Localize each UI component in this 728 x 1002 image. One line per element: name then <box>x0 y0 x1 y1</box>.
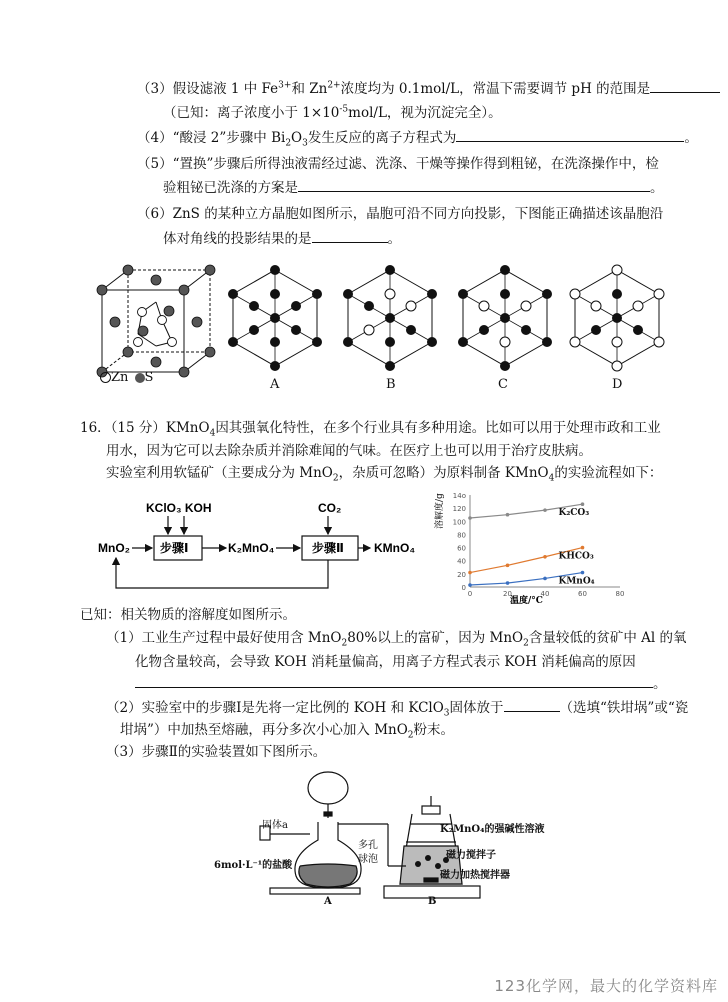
flow-reagents1: KClO₃ KOH <box>146 501 212 515</box>
sub3-line: （3）步骤Ⅱ的实验装置如下图所示。 <box>106 744 327 760</box>
s-circle-icon <box>135 373 145 383</box>
q16-line2: 用水，因为它可以去除杂质并消除难闻的气味。在医疗上也可以用于治疗皮肤病。 <box>106 443 592 459</box>
label-bubble1: 多孔 <box>358 840 378 851</box>
answer-blank-q6[interactable] <box>312 230 388 243</box>
y-tick-label: 80 <box>457 531 466 540</box>
q6-line1: （6）ZnS 的某种立方晶胞如图所示，晶胞可沿不同方向投影，下图能正确描述该晶胞沿 <box>137 206 664 222</box>
data-point <box>543 508 547 512</box>
series-label: K₂CO₃ <box>558 508 590 519</box>
label-solution: K₂MnO₄的强碱性溶液 <box>440 824 545 835</box>
data-point <box>468 516 472 520</box>
option-a-label[interactable]: A <box>270 377 280 392</box>
data-point <box>581 546 585 550</box>
sub2-line2: 坩埚”）中加热至熔融，再分多次小心加入 MnO$_2$粉末。 <box>120 722 455 741</box>
label-stirbar: 磁力搅拌子 <box>446 850 496 861</box>
x-tick-label: 80 <box>615 590 625 598</box>
answer-blank-q3[interactable] <box>650 80 720 93</box>
label-heater: 磁力加热搅拌器 <box>440 870 510 881</box>
label-hcl: 6mol·L⁻¹的盐酸 <box>214 860 293 871</box>
x-axis-label: 温度/°C <box>510 596 543 606</box>
q5-line1: （5）“置换”步骤后所得浊液需经过滤、洗涤、干燥等操作得到粗铋，在洗涤操作中，检 <box>137 156 659 172</box>
option-c-label[interactable]: C <box>498 377 508 392</box>
y-tick-label: 40 <box>457 557 466 566</box>
label-b: B <box>428 896 437 907</box>
data-point <box>581 502 585 506</box>
answer-blank-q5[interactable] <box>298 179 650 192</box>
y-tick-label: 0 <box>461 584 466 592</box>
answer-blank-q4[interactable] <box>456 129 684 142</box>
flow-mid: K₂MnO₄ <box>228 541 275 555</box>
sub1-line3: 。 <box>135 675 667 693</box>
data-point <box>506 513 510 517</box>
y-tick-label: 60 <box>457 544 466 553</box>
answer-blank-sub2[interactable] <box>504 699 560 712</box>
option-c-figure <box>458 265 552 371</box>
watermark: 123化学网，最大的化学资料库 <box>494 977 718 995</box>
data-point <box>581 571 585 575</box>
y-tick-label: 120 <box>452 505 466 514</box>
data-point <box>468 571 472 575</box>
flow-step1: 步骤Ⅰ <box>160 541 189 555</box>
option-d-figure <box>570 265 664 371</box>
y-axis-label: 溶解度/g <box>435 493 445 529</box>
x-tick-label: 60 <box>578 590 587 598</box>
q4-line: （4）“酸浸 2”步骤中 $Bi_2O_3$发生反应的离子方程式为 。 <box>137 130 698 149</box>
answer-blank-sub1[interactable] <box>135 675 653 688</box>
flow-step2: 步骤Ⅱ <box>312 541 344 555</box>
sub1-line2: 化物含量较高，会导致 KOH 消耗量偏高，用离子方程式表示 KOH 消耗偏高的原因 <box>135 654 636 670</box>
data-point <box>506 564 510 568</box>
q16-line3: 实验室利用软锰矿（主要成分为 MnO$_2$，杂质可忽略）为原料制备 KMnO$_4$的实验流程如下： <box>106 465 663 484</box>
option-d-label[interactable]: D <box>612 377 623 392</box>
q6-line2: 体对角线的投影结果的是 。 <box>163 231 401 247</box>
zn-circle-icon <box>100 372 111 383</box>
solubility-chart <box>435 487 630 606</box>
zns-unit-cell-figure <box>92 262 222 387</box>
series-label: KHCO₃ <box>558 551 594 562</box>
y-tick-label: 100 <box>452 518 466 527</box>
flow-co2: CO₂ <box>318 501 342 515</box>
option-b-label[interactable]: B <box>386 377 396 392</box>
data-point <box>506 581 510 585</box>
x-tick-label: 20 <box>503 590 512 598</box>
sub2-line1: （2）实验室中的步骤Ⅰ是先将一定比例的 KOH 和 KClO$_3$固体放于 （选填“铁坩埚”或“瓷 <box>106 700 689 719</box>
flow-diagram <box>96 490 436 600</box>
y-tick-label: 14o <box>452 492 466 500</box>
q5-line2: 验粗铋已洗涤的方案是 。 <box>163 180 664 196</box>
option-b-figure <box>343 265 437 371</box>
crystal-legend: Zn S <box>100 370 153 385</box>
q3-line2: （已知：离子浓度小于 $1\times 10^{-5}mol/L$，视为沉淀完全）。 <box>163 104 502 121</box>
data-point <box>468 583 472 587</box>
series-label: KMnO₄ <box>558 576 595 587</box>
label-a: A <box>324 896 332 907</box>
data-point <box>543 577 547 581</box>
label-bubble2: 球泡 <box>358 854 378 865</box>
apparatus-figure <box>200 766 545 907</box>
q3-line1: （3）假设滤液 1 中 $Fe^{3+}$和 $Zn^{2+}$浓度均为 0.1mol/L，常温下需要调节 pH 的范围是 <box>137 80 720 98</box>
known-line: 已知：相关物质的溶解度如图所示。 <box>80 607 296 623</box>
y-tick-label: 20 <box>457 570 466 579</box>
sub1-line1: （1）工业生产过程中最好使用含 MnO$_2$80%以上的富矿，因为 MnO$_2$含量较低的贫矿中 Al 的氧 <box>106 630 687 649</box>
flow-end: KMnO₄ <box>374 541 416 555</box>
option-a-figure <box>228 265 322 371</box>
data-point <box>543 555 547 559</box>
x-tick-label: 40 <box>540 590 550 598</box>
q16-heading: 16．（15 分）KMnO$_4$因其强氧化特性，在多个行业具有多种用途。比如可以用于处理市政和工业 <box>80 420 661 439</box>
x-tick-label: 0 <box>467 590 473 598</box>
projection-options <box>232 262 662 374</box>
label-solid-a: 固体a <box>262 820 288 831</box>
flow-start: MnO₂ <box>98 541 130 555</box>
